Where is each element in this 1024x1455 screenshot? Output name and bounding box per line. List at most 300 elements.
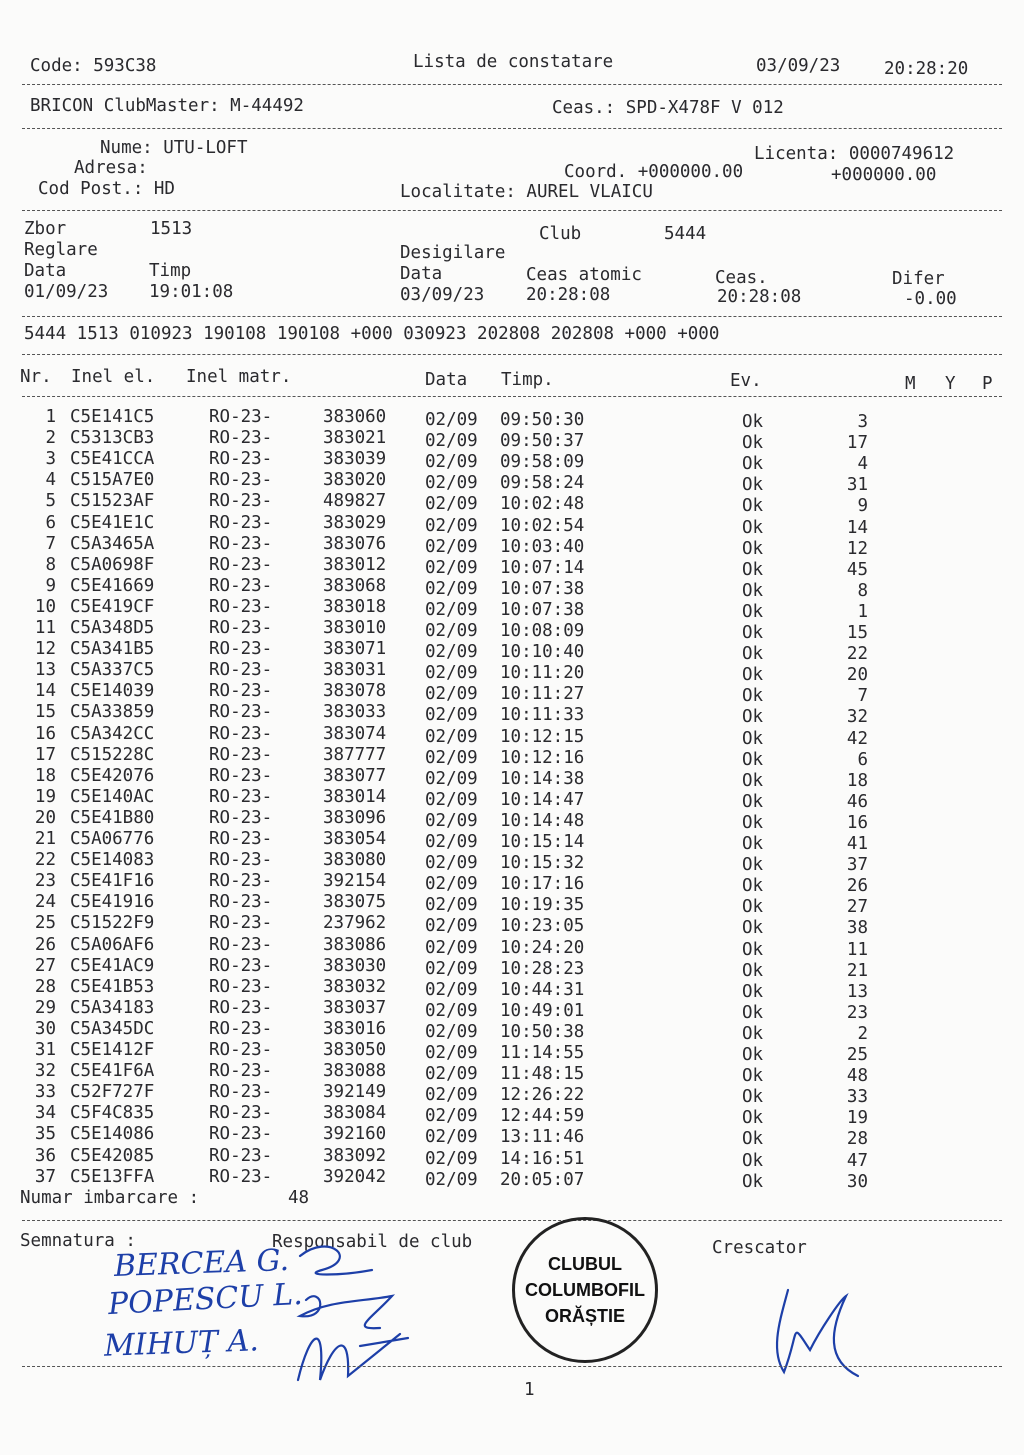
- row-number: 4: [45, 470, 56, 491]
- table-row: [0, 786, 1024, 812]
- table-row: [0, 850, 1024, 876]
- arrival-time: 10:14:48: [500, 810, 585, 831]
- arrival-date: 02/09: [425, 789, 478, 810]
- event-status: Ok: [742, 876, 764, 897]
- electronic-ring: C5E41AC9: [70, 955, 155, 976]
- row-number: 31: [34, 1040, 56, 1060]
- arrival-time: 09:50:37: [500, 431, 585, 452]
- address-label: Adresa:: [74, 158, 148, 178]
- row-number: 3: [45, 449, 56, 470]
- ring-number: 383084: [323, 1103, 387, 1124]
- ring-prefix: RO-23-: [209, 575, 273, 596]
- row-number: 28: [34, 976, 56, 997]
- divider: [22, 128, 1002, 129]
- row-number: 6: [45, 512, 56, 533]
- arrival-time: 10:12:16: [500, 747, 585, 768]
- row-number: 34: [34, 1103, 56, 1124]
- event-status: Ok: [742, 1002, 764, 1023]
- ring-number: 383018: [323, 596, 387, 617]
- electronic-ring: C5A348D5: [70, 618, 155, 638]
- position: 48: [846, 1066, 868, 1087]
- position: 9: [857, 496, 868, 517]
- row-number: 24: [34, 892, 56, 913]
- arrival-time: 10:11:27: [500, 684, 585, 705]
- stamp-line-1: CLUBUL: [548, 1254, 622, 1274]
- position: 19: [846, 1108, 868, 1129]
- position: 6: [857, 749, 868, 770]
- position: 17: [846, 433, 868, 454]
- table-row: [0, 1018, 1024, 1044]
- ring-number: 383012: [323, 554, 387, 575]
- table-row: [0, 449, 1024, 475]
- event-status: Ok: [742, 623, 764, 643]
- event-status: Ok: [742, 1108, 764, 1129]
- col-inel-el: Inel el.: [71, 367, 156, 387]
- ring-number: 489827: [323, 491, 387, 512]
- event-status: Ok: [742, 475, 764, 496]
- arrival-time: 10:02:54: [500, 515, 585, 536]
- arrival-date: 02/09: [425, 536, 478, 557]
- position: 41: [846, 834, 868, 854]
- arrival-time: 20:05:07: [500, 1169, 585, 1190]
- divider: [22, 210, 1002, 211]
- event-status: Ok: [742, 559, 764, 580]
- event-status: Ok: [742, 960, 764, 981]
- arrival-date: 02/09: [425, 1043, 478, 1063]
- row-number: 11: [34, 618, 56, 638]
- ring-number: 383060: [323, 407, 387, 427]
- col-data: Data: [425, 370, 468, 390]
- coordinates-label: Coord. +000000.00: [564, 162, 744, 182]
- position: 38: [846, 918, 868, 939]
- electronic-ring: C5E41B80: [70, 807, 155, 828]
- breeder-label: Crescator: [712, 1238, 807, 1258]
- ring-number: 383068: [323, 575, 387, 596]
- table-row: [0, 892, 1024, 918]
- ring-number: 383075: [323, 892, 387, 913]
- event-status: Ok: [742, 728, 764, 749]
- ring-number: 383029: [323, 512, 387, 533]
- arrival-time: 10:17:16: [500, 874, 585, 895]
- electronic-ring: C5E419CF: [70, 596, 155, 617]
- electronic-ring: C5E42076: [70, 765, 155, 786]
- ring-prefix: RO-23-: [209, 934, 273, 955]
- arrival-time: 11:14:55: [500, 1043, 585, 1063]
- imbarcare-label: Numar imbarcare :: [20, 1188, 200, 1208]
- arrival-date: 02/09: [425, 431, 478, 452]
- col-inel-matr: Inel matr.: [186, 367, 292, 387]
- table-row: [0, 407, 1024, 432]
- electronic-ring: C5E14083: [70, 850, 155, 871]
- event-status: Ok: [742, 939, 764, 960]
- row-number: 16: [34, 723, 56, 744]
- ring-prefix: RO-23-: [209, 871, 273, 892]
- table-row: [0, 1040, 1024, 1065]
- table-row: [0, 955, 1024, 981]
- electronic-ring: C515228C: [70, 744, 155, 765]
- electronic-ring: C5A06AF6: [70, 934, 155, 955]
- position: 32: [846, 707, 868, 728]
- ring-number: 383031: [323, 660, 387, 681]
- row-number: 33: [34, 1082, 56, 1103]
- table-row: [0, 660, 1024, 686]
- clock-id: Ceas.: SPD-X478F V 012: [552, 98, 784, 118]
- row-number: 37: [34, 1166, 56, 1187]
- row-number: 8: [45, 554, 56, 575]
- arrival-time: 10:07:14: [500, 557, 585, 578]
- row-number: 9: [45, 575, 56, 596]
- ring-number: 392160: [323, 1124, 387, 1145]
- event-status: Ok: [742, 1129, 764, 1150]
- event-status: Ok: [742, 665, 764, 686]
- arrival-date: 02/09: [425, 452, 478, 473]
- divider: [22, 396, 1002, 397]
- row-number: 35: [34, 1124, 56, 1145]
- electronic-ring: C5313CB3: [70, 428, 155, 449]
- electronic-ring: C5E14086: [70, 1124, 155, 1145]
- desigilare-label: Desigilare: [400, 243, 506, 263]
- electronic-ring: C51522F9: [70, 913, 155, 934]
- page-number: 1: [524, 1380, 535, 1400]
- ring-number: 383071: [323, 639, 387, 660]
- table-row: [0, 1103, 1024, 1129]
- document-title: Lista de constatare: [413, 52, 614, 72]
- divider: [22, 316, 1002, 317]
- event-status: Ok: [742, 517, 764, 538]
- arrival-date: 02/09: [425, 726, 478, 747]
- reglare-time-label: Timp: [149, 261, 192, 281]
- table-row: [0, 596, 1024, 622]
- row-number: 5: [45, 491, 56, 512]
- ring-prefix: RO-23-: [209, 491, 273, 512]
- arrival-time: 10:23:05: [500, 916, 585, 937]
- ring-number: 383033: [323, 702, 387, 723]
- ring-number: 237962: [323, 913, 387, 934]
- electronic-ring: C5E41CCA: [70, 449, 155, 470]
- position: 16: [846, 812, 868, 833]
- atomic-time: 20:28:08: [526, 285, 611, 305]
- row-number: 21: [34, 829, 56, 849]
- ring-prefix: RO-23-: [209, 449, 273, 470]
- ring-number: 383092: [323, 1145, 387, 1166]
- event-status: Ok: [742, 812, 764, 833]
- event-status: Ok: [742, 496, 764, 517]
- event-status: Ok: [742, 454, 764, 475]
- position: 30: [846, 1171, 868, 1192]
- position: 23: [846, 1002, 868, 1023]
- row-number: 30: [34, 1018, 56, 1039]
- ring-prefix: RO-23-: [209, 407, 273, 427]
- electronic-ring: C5E41F16: [70, 871, 155, 892]
- ring-prefix: RO-23-: [209, 470, 273, 491]
- arrival-date: 02/09: [425, 684, 478, 705]
- event-status: Ok: [742, 1171, 764, 1192]
- ring-number: 383077: [323, 765, 387, 786]
- row-number: 1: [45, 407, 56, 427]
- clock-time: 20:28:08: [717, 287, 802, 307]
- event-status: Ok: [742, 897, 764, 918]
- club-label: Club: [539, 224, 582, 244]
- position: 26: [846, 876, 868, 897]
- divider: [22, 84, 1002, 85]
- reglare-date-label: Data: [24, 261, 67, 281]
- table-row: [0, 829, 1024, 854]
- arrival-time: 10:15:14: [500, 832, 585, 852]
- arrival-date: 02/09: [425, 642, 478, 663]
- arrival-date: 02/09: [425, 895, 478, 916]
- code-label: Code: 593C38: [30, 56, 157, 76]
- table-row: [0, 428, 1024, 454]
- event-status: Ok: [742, 707, 764, 728]
- signature-name-1: BERCEA G.: [113, 1242, 290, 1285]
- electronic-ring: C5E41669: [70, 575, 155, 596]
- position: 37: [846, 855, 868, 876]
- electronic-ring: C5A337C5: [70, 660, 155, 681]
- signature-name-2: POPESCU L.: [107, 1276, 304, 1323]
- signature-name-3: MIHUȚ A.: [103, 1323, 260, 1364]
- arrival-date: 02/09: [425, 1106, 478, 1127]
- ring-prefix: RO-23-: [209, 744, 273, 765]
- electronic-ring: C5E13FFA: [70, 1166, 155, 1187]
- imbarcare-value: 48: [288, 1188, 310, 1208]
- table-row: [0, 1124, 1024, 1150]
- reglare-date: 01/09/23: [24, 282, 109, 302]
- license-number: Licenta: 0000749612: [754, 144, 955, 164]
- electronic-ring: C5A345DC: [70, 1018, 155, 1039]
- electronic-ring: C5E42085: [70, 1145, 155, 1166]
- table-row: [0, 997, 1024, 1023]
- signature-line: [22, 1366, 1002, 1367]
- ring-number: 383076: [323, 533, 387, 554]
- ring-number: 383032: [323, 976, 387, 997]
- arrival-date: 02/09: [425, 853, 478, 874]
- table-row: [0, 618, 1024, 643]
- ring-prefix: RO-23-: [209, 786, 273, 807]
- arrival-time: 10:28:23: [500, 958, 585, 979]
- ring-prefix: RO-23-: [209, 913, 273, 934]
- table-row: [0, 744, 1024, 770]
- signature-label: Semnatura :: [20, 1231, 136, 1251]
- position: 14: [846, 517, 868, 538]
- electronic-ring: C515A7E0: [70, 470, 155, 491]
- arrival-date: 02/09: [425, 916, 478, 937]
- arrival-date: 02/09: [425, 473, 478, 494]
- arrival-time: 10:07:38: [500, 599, 585, 620]
- row-number: 27: [34, 955, 56, 976]
- arrival-time: 14:16:51: [500, 1148, 585, 1169]
- arrival-date: 02/09: [425, 768, 478, 789]
- arrival-date: 02/09: [425, 1064, 478, 1085]
- position: 21: [846, 960, 868, 981]
- stamp-line-3: ORĂȘTIE: [544, 1306, 625, 1326]
- table-row: [0, 934, 1024, 960]
- arrival-time: 09:58:24: [500, 473, 585, 494]
- ring-number: 383086: [323, 934, 387, 955]
- electronic-ring: C5A3465A: [70, 533, 155, 554]
- event-status: Ok: [742, 538, 764, 559]
- row-number: 7: [45, 533, 56, 554]
- flight-number: 1513: [150, 219, 193, 239]
- row-number: 10: [34, 596, 56, 617]
- ring-prefix: RO-23-: [209, 681, 273, 702]
- ring-prefix: RO-23-: [209, 850, 273, 871]
- ring-number: 392154: [323, 871, 387, 892]
- position: 31: [846, 475, 868, 496]
- table-row: [0, 765, 1024, 791]
- arrival-time: 10:07:38: [500, 578, 585, 599]
- electronic-ring: C5E1412F: [70, 1040, 155, 1060]
- arrival-time: 12:44:59: [500, 1106, 585, 1127]
- table-row: [0, 723, 1024, 749]
- event-status: Ok: [742, 644, 764, 665]
- sync-code-line: 5444 1513 010923 190108 190108 +000 030923 202808 202808 +000 +000: [24, 324, 720, 344]
- electronic-ring: C5A06776: [70, 829, 155, 849]
- ring-number: 383014: [323, 786, 387, 807]
- arrival-time: 10:19:35: [500, 895, 585, 916]
- arrival-date: 02/09: [425, 958, 478, 979]
- divider: [22, 1220, 1002, 1221]
- table-row: [0, 1166, 1024, 1192]
- ring-prefix: RO-23-: [209, 596, 273, 617]
- arrival-time: 10:03:40: [500, 536, 585, 557]
- arrival-time: 10:02:48: [500, 494, 585, 515]
- position: 33: [846, 1087, 868, 1108]
- arrival-date: 02/09: [425, 810, 478, 831]
- ring-prefix: RO-23-: [209, 765, 273, 786]
- event-status: Ok: [742, 1150, 764, 1171]
- arrival-time: 09:58:09: [500, 452, 585, 473]
- event-status: Ok: [742, 601, 764, 622]
- arrival-time: 10:08:09: [500, 621, 585, 641]
- ring-number: 383078: [323, 681, 387, 702]
- row-number: 13: [34, 660, 56, 681]
- table-row: [0, 491, 1024, 517]
- arrival-date: 02/09: [425, 874, 478, 895]
- position: 1: [857, 601, 868, 622]
- electronic-ring: C51523AF: [70, 491, 155, 512]
- position: 25: [846, 1045, 868, 1065]
- arrival-date: 02/09: [425, 663, 478, 684]
- ring-prefix: RO-23-: [209, 723, 273, 744]
- arrival-date: 02/09: [425, 1000, 478, 1021]
- row-number: 18: [34, 765, 56, 786]
- print-date: 03/09/23: [756, 56, 841, 76]
- electronic-ring: C5E41E1C: [70, 512, 155, 533]
- club-number: 5444: [664, 224, 707, 244]
- row-number: 25: [34, 913, 56, 934]
- arrival-time: 10:11:20: [500, 663, 585, 684]
- ring-number: 383074: [323, 723, 387, 744]
- electronic-ring: C5F4C835: [70, 1103, 155, 1124]
- ring-prefix: RO-23-: [209, 702, 273, 723]
- electronic-ring: C5E41B53: [70, 976, 155, 997]
- divider: [22, 354, 1002, 355]
- arrival-date: 02/09: [425, 621, 478, 641]
- ring-number: 387777: [323, 744, 387, 765]
- arrival-date: 02/09: [425, 410, 478, 430]
- ring-number: 383010: [323, 618, 387, 638]
- arrival-date: 02/09: [425, 832, 478, 852]
- ring-prefix: RO-23-: [209, 512, 273, 533]
- position: 12: [846, 538, 868, 559]
- table-row: [0, 575, 1024, 601]
- ring-prefix: RO-23-: [209, 997, 273, 1018]
- position: 8: [857, 580, 868, 601]
- arrival-date: 02/09: [425, 705, 478, 726]
- table-row: [0, 913, 1024, 939]
- table-row: [0, 470, 1024, 496]
- col-p: P: [982, 374, 993, 394]
- electronic-ring: C5E14039: [70, 681, 155, 702]
- arrival-time: 10:15:32: [500, 853, 585, 874]
- table-row: [0, 512, 1024, 538]
- ring-prefix: RO-23-: [209, 892, 273, 913]
- event-status: Ok: [742, 981, 764, 1002]
- position: 2: [857, 1023, 868, 1044]
- arrival-time: 10:44:31: [500, 979, 585, 1000]
- event-status: Ok: [742, 749, 764, 770]
- position: 46: [846, 791, 868, 812]
- difference-value: -0.00: [904, 289, 957, 309]
- row-number: 12: [34, 639, 56, 660]
- arrival-date: 02/09: [425, 747, 478, 768]
- arrival-date: 02/09: [425, 1021, 478, 1042]
- arrival-date: 02/09: [425, 557, 478, 578]
- arrival-time: 11:48:15: [500, 1064, 585, 1085]
- print-time: 20:28:20: [884, 59, 969, 79]
- position: 11: [846, 939, 868, 960]
- arrival-time: 10:12:15: [500, 726, 585, 747]
- table-row: [0, 681, 1024, 707]
- ring-prefix: RO-23-: [209, 639, 273, 660]
- ring-number: 383096: [323, 807, 387, 828]
- event-status: Ok: [742, 1045, 764, 1065]
- ring-prefix: RO-23-: [209, 829, 273, 849]
- electronic-ring: C52F727F: [70, 1082, 155, 1103]
- arrival-time: 10:24:20: [500, 937, 585, 958]
- table-row: [0, 554, 1024, 580]
- position: 3: [857, 412, 868, 432]
- col-y: Y: [945, 374, 956, 394]
- arrival-time: 10:49:01: [500, 1000, 585, 1021]
- row-number: 32: [34, 1061, 56, 1082]
- arrival-time: 09:50:30: [500, 410, 585, 430]
- event-status: Ok: [742, 855, 764, 876]
- event-status: Ok: [742, 918, 764, 939]
- row-number: 19: [34, 786, 56, 807]
- event-status: Ok: [742, 834, 764, 854]
- ring-prefix: RO-23-: [209, 533, 273, 554]
- ring-number: 383088: [323, 1061, 387, 1082]
- event-status: Ok: [742, 1066, 764, 1087]
- position: 28: [846, 1129, 868, 1150]
- stamp-line-2: COLUMBOFIL: [525, 1280, 645, 1300]
- ring-prefix: RO-23-: [209, 660, 273, 681]
- ring-prefix: RO-23-: [209, 955, 273, 976]
- ring-prefix: RO-23-: [209, 1124, 273, 1145]
- table-row: [0, 1145, 1024, 1171]
- row-number: 15: [34, 702, 56, 723]
- position: 15: [846, 623, 868, 643]
- ring-number: 383020: [323, 470, 387, 491]
- arrival-time: 10:11:33: [500, 705, 585, 726]
- table-row: [0, 807, 1024, 833]
- position: 27: [846, 897, 868, 918]
- electronic-ring: C5E41916: [70, 892, 155, 913]
- ring-prefix: RO-23-: [209, 618, 273, 638]
- ring-number: 383030: [323, 955, 387, 976]
- position: 20: [846, 665, 868, 686]
